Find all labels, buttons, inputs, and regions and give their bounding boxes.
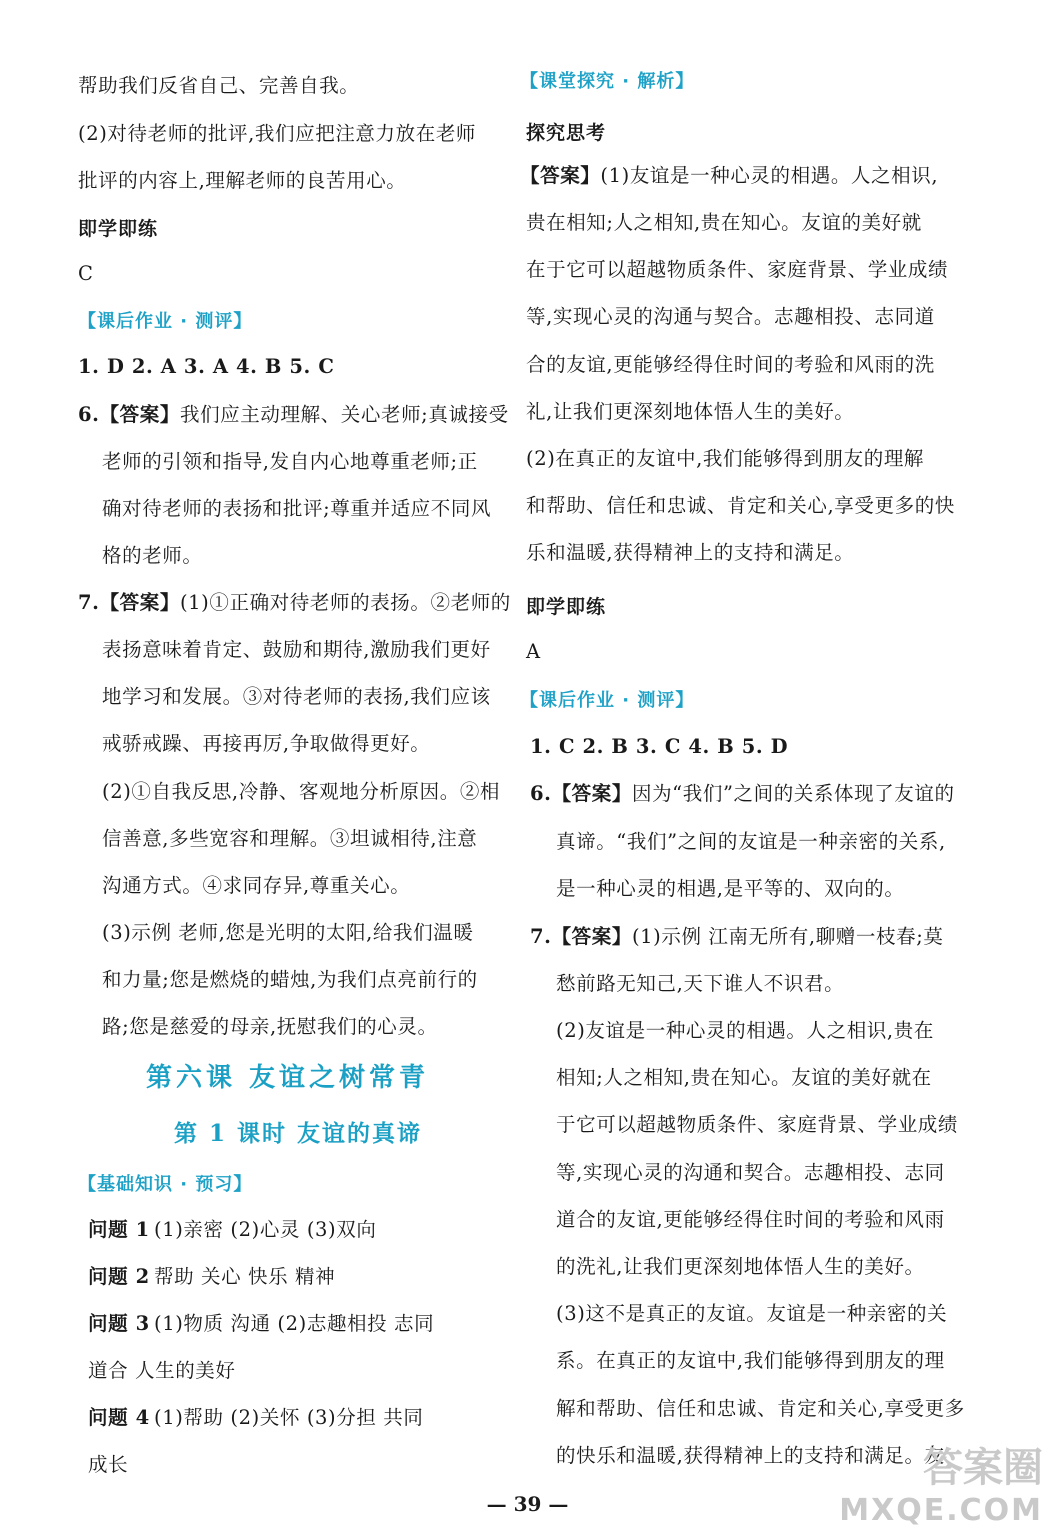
question-number: 6.	[78, 403, 100, 426]
q7-first-line	[530, 925, 943, 949]
text-line: (2)友谊是一种心灵的相遇。人之相识,贵在	[556, 1019, 934, 1042]
text-line: 沟通方式。④求同存异,尊重关心。	[102, 874, 411, 897]
answer-label: 【答案】	[551, 925, 632, 948]
practice-answer: A	[526, 640, 541, 663]
answer-text: 我们应主动理解、关心老师;真诚接受	[179, 403, 509, 426]
text-line: 路;您是慈爱的母亲,抚慰我们的心灵。	[102, 1015, 438, 1038]
question-text: (1)帮助 (2)关怀 (3)分担 共同	[154, 1406, 424, 1429]
text-line: 在于它可以超越物质条件、家庭背景、学业成绩	[526, 258, 949, 281]
answer-label: 【答案】	[99, 591, 180, 614]
question-text: (1)物质 沟通 (2)志趣相投 志同	[154, 1312, 435, 1335]
text-line: (2)对待老师的批评,我们应把注意力放在老师	[78, 122, 477, 145]
mc-answers: 1. D 2. A 3. A 4. B 5. C	[78, 355, 335, 378]
text-line: 地学习和发展。③对待老师的表扬,我们应该	[102, 685, 491, 708]
watermark-url: MXQE.COM	[839, 1493, 1043, 1528]
text-line: 合的友谊,更能够经得住时间的考验和风雨的洗	[526, 353, 935, 376]
text-line: 的洗礼,让我们更深刻地体悟人生的美好。	[556, 1255, 925, 1278]
text-line: 的快乐和温暖,获得精神上的支持和满足。友	[556, 1444, 945, 1467]
question-number: 7.	[78, 591, 100, 614]
question-row	[88, 1453, 128, 1477]
section-tag-homework: 【课后作业 · 测评】	[78, 311, 253, 332]
text-line: 于它可以超越物质条件、家庭背景、学业成绩	[556, 1113, 959, 1136]
answer-text: (1)友谊是一种心灵的相遇。人之相识,	[600, 164, 939, 187]
text-line: 贵在相知;人之相知,贵在知心。友谊的美好就	[526, 211, 922, 234]
answer-text: (1)①正确对待老师的表扬。②老师的	[179, 591, 511, 614]
text-line: 和帮助、信任和忠诚、肯定和关心,享受更多的快	[526, 494, 955, 517]
answer-label: 【答案】	[551, 782, 632, 805]
text-line: 帮助我们反省自己、完善自我。	[78, 74, 360, 97]
answer-label: 【答案】	[520, 164, 601, 187]
q6-first-line	[78, 403, 509, 427]
question-text: 道合 人生的美好	[88, 1359, 236, 1382]
mc-answers: 1. C 2. B 3. C 4. B 5. D	[530, 735, 789, 758]
section-tag-explore: 【课堂探究 · 解析】	[520, 71, 695, 92]
answer-label: 【答案】	[99, 403, 180, 426]
question-label: 问题 4	[88, 1406, 150, 1429]
text-line: (2)①自我反思,冷静、客观地分析原因。②相	[102, 780, 501, 803]
text-line: 批评的内容上,理解老师的良苦用心。	[78, 169, 407, 192]
watermark-logo	[839, 1436, 1043, 1528]
q6-first-line	[530, 782, 955, 806]
practice-answer: C	[78, 262, 94, 285]
q7-first-line	[78, 591, 511, 615]
question-row	[88, 1218, 376, 1242]
text-line: 等,实现心灵的沟通和契合。志趣相投、志同	[556, 1161, 945, 1184]
question-text: 帮助 关心 快乐 精神	[154, 1265, 336, 1288]
text-line: 和力量;您是燃烧的蜡烛,为我们点亮前行的	[102, 968, 478, 991]
answer-text: (1)示例 江南无所有,聊赠一枝春;莫	[631, 925, 944, 948]
text-line: 相知;人之相知,贵在知心。友谊的美好就在	[556, 1066, 932, 1089]
question-label: 问题 3	[88, 1312, 150, 1335]
explore-heading: 探究思考	[526, 122, 607, 144]
text-line: 等,实现心灵的沟通与契合。志趣相投、志同道	[526, 305, 935, 328]
explore-first-line	[520, 164, 938, 188]
section-tag-homework: 【课后作业 · 测评】	[520, 690, 695, 711]
text-line: 信善意,多些宽容和理解。③坦诚相待,注意	[102, 827, 478, 850]
question-number: 7.	[530, 925, 552, 948]
question-number: 6.	[530, 782, 552, 805]
question-label: 问题 2	[88, 1265, 150, 1288]
watermark-text: 答案圈	[923, 1445, 1043, 1491]
page-number: — 39 —	[486, 1492, 569, 1516]
text-line: (3)这不是真正的友谊。友谊是一种亲密的关	[556, 1302, 948, 1325]
question-row	[88, 1359, 236, 1383]
text-line: 是一种心灵的相遇,是平等的、双向的。	[556, 877, 905, 900]
text-line: 老师的引领和指导,发自内心地尊重老师;正	[102, 450, 478, 473]
text-line: 戒骄戒躁、再接再厉,争取做得更好。	[102, 732, 431, 755]
text-line: 确对待老师的表扬和批评;尊重并适应不同风	[102, 497, 492, 520]
lesson-title: 第 1 课时 友谊的真谛	[174, 1120, 423, 1147]
question-row	[88, 1406, 423, 1430]
section-tag-basics: 【基础知识 · 预习】	[78, 1174, 253, 1195]
question-label: 问题 1	[88, 1218, 150, 1241]
question-row	[88, 1265, 335, 1289]
chapter-title: 第六课 友谊之树常青	[146, 1063, 430, 1093]
practice-heading: 即学即练	[526, 596, 607, 618]
text-line: 乐和温暖,获得精神上的支持和满足。	[526, 541, 855, 564]
text-line: (2)在真正的友谊中,我们能够得到朋友的理解	[526, 447, 925, 470]
text-line: 道合的友谊,更能够经得住时间的考验和风雨	[556, 1208, 945, 1231]
question-text: (1)亲密 (2)心灵 (3)双向	[154, 1218, 377, 1241]
text-line: 格的老师。	[102, 544, 203, 567]
text-line: 礼,让我们更深刻地体悟人生的美好。	[526, 400, 855, 423]
text-line: 真谛。“我们”之间的友谊是一种亲密的关系,	[556, 830, 946, 853]
answer-text: 因为“我们”之间的关系体现了友谊的	[631, 782, 955, 805]
question-text: 成长	[88, 1453, 129, 1476]
question-row	[88, 1312, 434, 1336]
text-line: 表扬意味着肯定、鼓励和期待,激励我们更好	[102, 638, 491, 661]
text-line: 系。在真正的友谊中,我们能够得到朋友的理	[556, 1349, 945, 1372]
text-line: 解和帮助、信任和忠诚、肯定和关心,享受更多	[556, 1397, 965, 1420]
text-line: 愁前路无知己,天下谁人不识君。	[556, 972, 845, 995]
text-line: (3)示例 老师,您是光明的太阳,给我们温暖	[102, 921, 474, 944]
practice-heading: 即学即练	[78, 218, 159, 240]
